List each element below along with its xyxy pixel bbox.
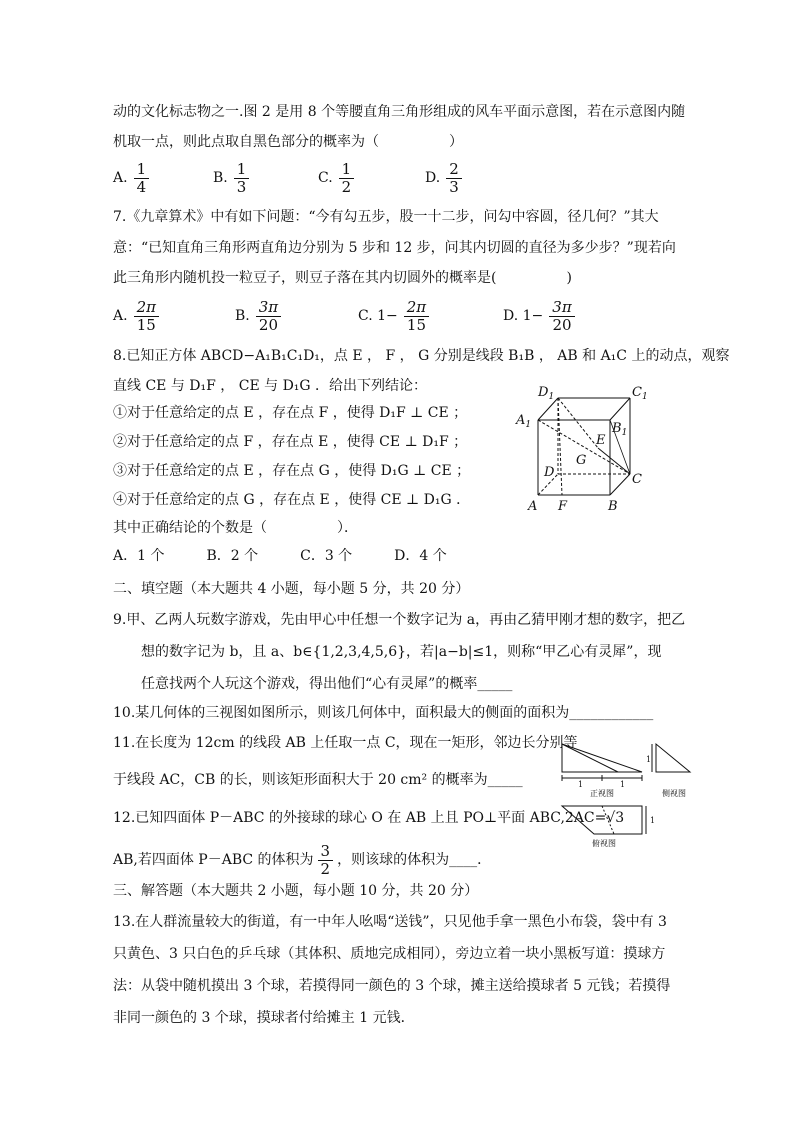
section-answer-heading: 三、解答题（本大题共 2 小题，每小题 10 分，共 20 分） [113,883,479,899]
q7-option-a: A. $\frac{2\pi}{15}$ [113,296,159,336]
cube-label-f: F [558,499,568,514]
q9-line1: 9.甲、乙两人玩数字游戏，先由甲心中任想一个数字记为 a，再由乙猜甲刚才想的数字，把乙 [113,612,686,628]
q11-line2: 于线段 AC，CB 的长，则该矩形面积大于 20 cm² 的概率为_____ [113,772,523,788]
cube-label-d: D [544,465,555,480]
top-view-label: 俯视图 [592,839,616,848]
front-view-label: 正视图 [590,789,614,798]
q7-line2: 意：“已知直角三角形两直角边分别为 5 步和 12 步，问其内切圆的直径为多少步？”现若向 [113,240,676,256]
q8-line2: 直线 CE 与 D₁F ， CE 与 D₁G ．给出下列结论： [113,378,428,394]
q7-line3: 此三角形内随机投一粒豆子，则豆子落在其内切圆外的概率是( ) [113,270,572,286]
q6-option-c: C. $\frac{1}{2}$ [318,158,354,198]
cube-label-b1: $B_1$ [612,421,628,438]
q12-line1: 12.已知四面体 P－ABC 的外接球的球心 O 在 AB 上且 PO⊥平面 ABC,2AC=√3 [113,810,625,826]
q8-conclusion-4: ④对于任意给定的点 G ，存在点 E ，使得 CE ⊥ D₁G ． [113,492,471,508]
q13-line3: 法：从袋中随机摸出 3 个球，若摸得同一颜色的 3 个球，摊主送给摸球者 5 元钱；若摸得 [113,978,671,994]
three-view-dim-2: 1 [620,780,626,789]
q6-line2: 机取一点，则此点取自黑色部分的概率为（ ） [113,134,463,150]
q13-line1: 13.在人群流量较大的街道，有一中年人吆喝“送钱”，只见他手拿一黑色小布袋，袋中有 3 [113,914,667,930]
q12-line2-start: AB,若四面体 P－ABC 的体积为 [113,852,314,868]
q7-option-d-fraction: $\frac{3\pi}{20}$ [549,299,574,334]
q7-option-c-fraction: $\frac{2\pi}{15}$ [404,299,429,334]
q12-line2-end: ，则该球的体积为____． [337,852,492,868]
q7-option-a-fraction: $\frac{2\pi}{15}$ [134,299,159,334]
q6-option-a: A. $\frac{1}{4}$ [113,158,149,198]
q9-line3: 任意找两个人玩这个游戏，得出他们“心有灵犀”的概率_____ [141,676,513,692]
q6-option-c-fraction: $\frac{1}{2}$ [339,161,355,196]
cube-diagram [510,380,660,520]
cube-label-c: C [632,472,642,487]
section-fill-in-heading: 二、填空题（本大题共 4 小题，每小题 5 分，共 20 分） [113,581,470,597]
q8-conclusion-1: ①对于任意给定的点 E ，存在点 F ，使得 D₁F ⊥ CE ； [113,405,468,421]
q13-line2: 只黄色、3 只白色的乒乓球（其体积、质地完成相同），旁边立着一块小黑板写道：摸球方 [113,946,666,962]
q9-line2: 想的数字记为 b，且 a、b∈{1,2,3,4,5,6}，若|a−b|≤1，则称“甲乙心有灵犀”，现 [141,644,662,660]
three-view-diagram [558,740,708,850]
q7-option-d: D. 1− $\frac{3\pi}{20}$ [503,296,575,336]
q6-line1: 动的文化标志物之一.图 2 是用 8 个等腰直角三角形组成的风车平面示意图，若在示意图内随 [113,104,686,120]
q6-options [113,158,513,198]
q7-option-b-fraction: $\frac{3\pi}{20}$ [256,299,281,334]
q6-option-b-fraction: $\frac{1}{3}$ [234,161,250,196]
cube-label-d1: $D_1$ [538,385,555,402]
q7-option-c: C. 1− $\frac{2\pi}{15}$ [358,296,429,336]
three-view-dim-3: 1 [646,755,652,764]
cube-label-b: B [608,499,618,514]
q8-conclusion-3: ③对于任意给定的点 E ，存在点 G ，使得 D₁G ⊥ CE ； [113,463,471,479]
three-view-dim-1: 1 [578,780,584,789]
side-view-label: 侧视图 [662,789,686,798]
three-view-dim-4: 1 [650,816,656,825]
q6-option-d-fraction: $\frac{2}{3}$ [446,161,462,196]
q12-volume-fraction: $\frac{3}{2}$ [318,843,334,878]
q10-text: 10.某几何体的三视图如图所示，则该几何体中，面积最大的侧面的面积为____________ [113,705,654,721]
q7-option-b: B. $\frac{3\pi}{20}$ [235,296,281,336]
q11-line1: 11.在长度为 12cm 的线段 AB 上任取一点 C，现在一矩形，邻边长分别等 [113,735,578,751]
cube-label-c1: $C_1$ [632,385,648,402]
cube-label-a1: $A_1$ [516,413,532,430]
q6-option-b: B. $\frac{1}{3}$ [213,158,249,198]
cube-label-g: G [576,453,587,468]
q7-line1: 7.《九章算术》中有如下问题：“今有勾五步，股一十二步，问勾中容圆，径几何？”其大 [113,209,659,225]
q8-ask: 其中正确结论的个数是（ ）． [113,520,358,536]
cube-label-e: E [596,433,606,448]
q8-options: A．1 个 B．2 个 C．3 个 D．4 个 [113,548,447,564]
q7-options [113,296,613,336]
q12-line2 [113,840,491,880]
q8-line1: 8.已知正方体 ABCD−A₁B₁C₁D₁，点 E ， F ， G 分别是线段 B₁B ， AB 和 A₁C 上的动点，观察 [113,348,730,364]
q6-option-a-fraction: $\frac{1}{4}$ [134,161,150,196]
q6-option-d: D. $\frac{2}{3}$ [425,158,462,198]
cube-label-a: A [528,499,538,514]
q13-line4: 非同一颜色的 3 个球，摸球者付给摊主 1 元钱． [113,1010,415,1026]
q8-conclusion-2: ②对于任意给定的点 F ，存在点 E ，使得 CE ⊥ D₁F ； [113,434,468,450]
